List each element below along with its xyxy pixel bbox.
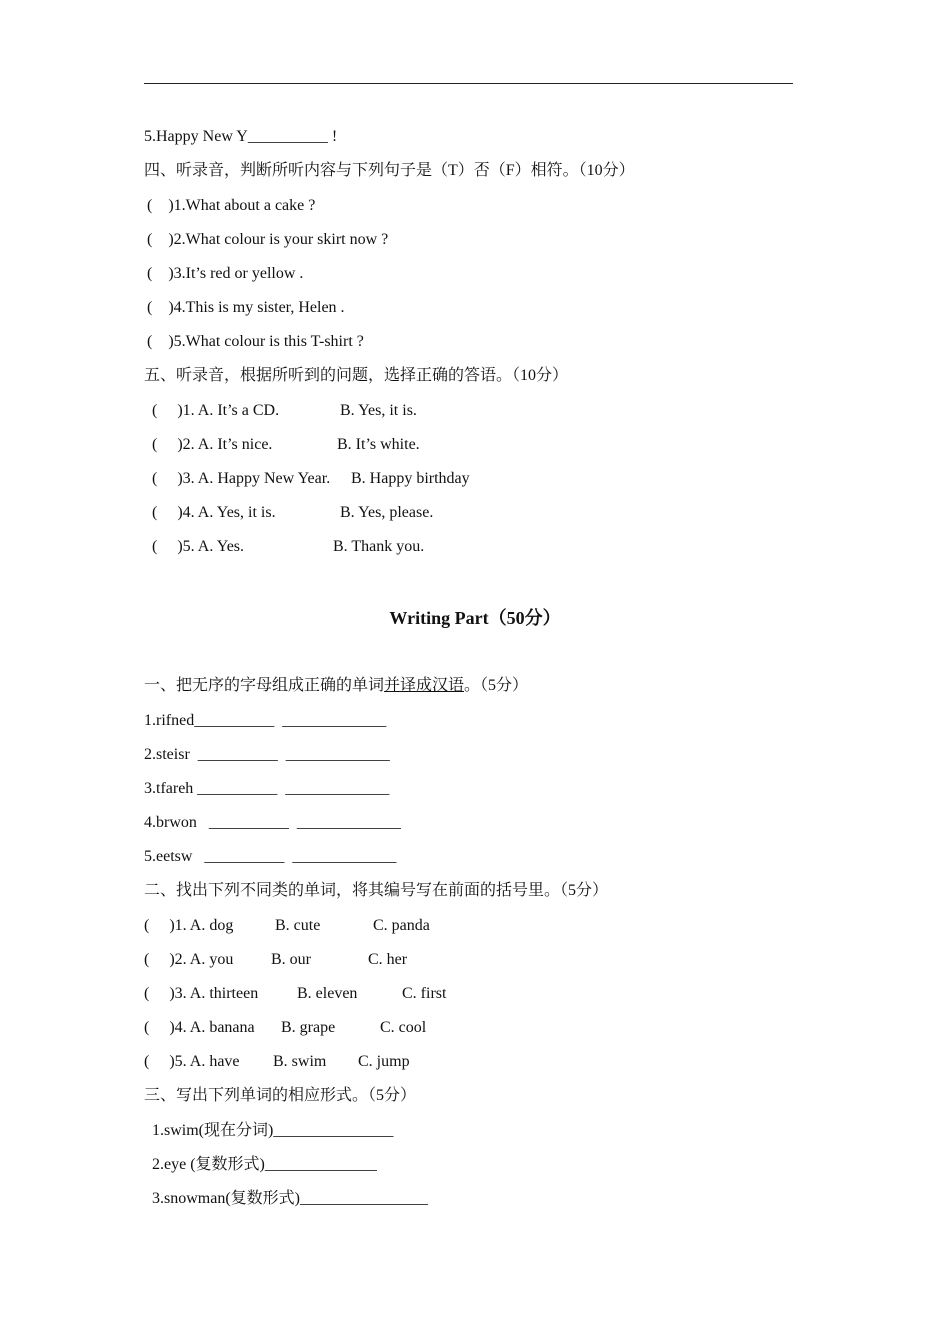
w2-item-3-c: C. first — [402, 985, 447, 1002]
w1-item-1: 1.rifned__________ _____________ — [144, 712, 387, 729]
s4-item-5: ( )5.What colour is this T-shirt ? — [147, 333, 364, 350]
w1-item-2: 2.steisr __________ _____________ — [144, 746, 390, 763]
s4-item-3: ( )3.It’s red or yellow . — [147, 265, 304, 282]
w1-item-5: 5.eetsw __________ _____________ — [144, 848, 397, 865]
section-5-heading: 五、听录音，根据所听到的问题，选择正确的答语。（10分） — [144, 367, 569, 384]
s5-item-5-b: B. Thank you. — [333, 538, 425, 555]
w2-item-2-b: B. our — [271, 951, 311, 968]
w2-item-2-c: C. her — [368, 951, 408, 968]
w2-item-1-c: C. panda — [373, 917, 430, 934]
s4-item-4: ( )4.This is my sister, Helen . — [147, 299, 345, 316]
header-rule — [144, 83, 793, 84]
s5-item-2-b: B. It’s white. — [337, 436, 420, 453]
s4-item-2: ( )2.What colour is your skirt now ? — [147, 231, 389, 248]
w2-item-4-b: B. grape — [281, 1019, 336, 1036]
s4-item-1: ( )1.What about a cake ? — [147, 197, 316, 214]
s5-item-2-a: ( )2. A. It’s nice. — [152, 436, 273, 453]
w1-heading-pre: 一、把无序的字母组成正确的单词 — [144, 677, 385, 694]
writing-part-title: Writing Part（50分） — [389, 608, 561, 628]
w1-item-4: 4.brwon __________ _____________ — [144, 814, 401, 831]
s5-item-4-b: B. Yes, please. — [340, 504, 434, 521]
w3-item-3: 3.snowman(复数形式)________________ — [152, 1190, 428, 1207]
w2-item-4-a: ( )4. A. banana — [144, 1019, 255, 1036]
s5-item-1-b: B. Yes, it is. — [340, 402, 417, 419]
w1-heading-post: 。（5分） — [464, 677, 529, 694]
w3-heading: 三、写出下列单词的相应形式。（5分） — [144, 1087, 417, 1104]
s5-item-5-a: ( )5. A. Yes. — [152, 538, 245, 555]
w2-item-3-b: B. eleven — [297, 985, 358, 1002]
w2-item-3-a: ( )3. A. thirteen — [144, 985, 259, 1002]
w1-heading — [144, 676, 528, 696]
w2-item-5-a: ( )5. A. have — [144, 1053, 240, 1070]
w2-item-4-c: C. cool — [380, 1019, 427, 1036]
s5-item-1-a: ( )1. A. It’s a CD. — [152, 402, 280, 419]
w2-item-1-a: ( )1. A. dog — [144, 917, 234, 934]
w2-item-1-b: B. cute — [275, 917, 321, 934]
w2-item-5-c: C. jump — [358, 1053, 410, 1070]
w1-heading-underlined: 并译成汉语 — [384, 677, 465, 694]
w2-item-2-a: ( )2. A. you — [144, 951, 234, 968]
w1-item-3: 3.tfareh __________ _____________ — [144, 780, 390, 797]
prev-question-line: 5.Happy New Y__________ ! — [144, 128, 338, 145]
w3-item-2: 2.eye (复数形式)______________ — [152, 1156, 377, 1173]
s5-item-4-a: ( )4. A. Yes, it is. — [152, 504, 276, 521]
s5-item-3-a: ( )3. A. Happy New Year. — [152, 470, 331, 487]
w2-item-5-b: B. swim — [273, 1053, 327, 1070]
section-4-heading: 四、听录音，判断所听内容与下列句子是（T）否（F）相符。（10分） — [144, 162, 635, 179]
w3-item-1: 1.swim(现在分词)_______________ — [152, 1122, 394, 1139]
w2-heading: 二、找出下列不同类的单词，将其编号写在前面的括号里。（5分） — [144, 882, 609, 899]
s5-item-3-b: B. Happy birthday — [351, 470, 470, 487]
